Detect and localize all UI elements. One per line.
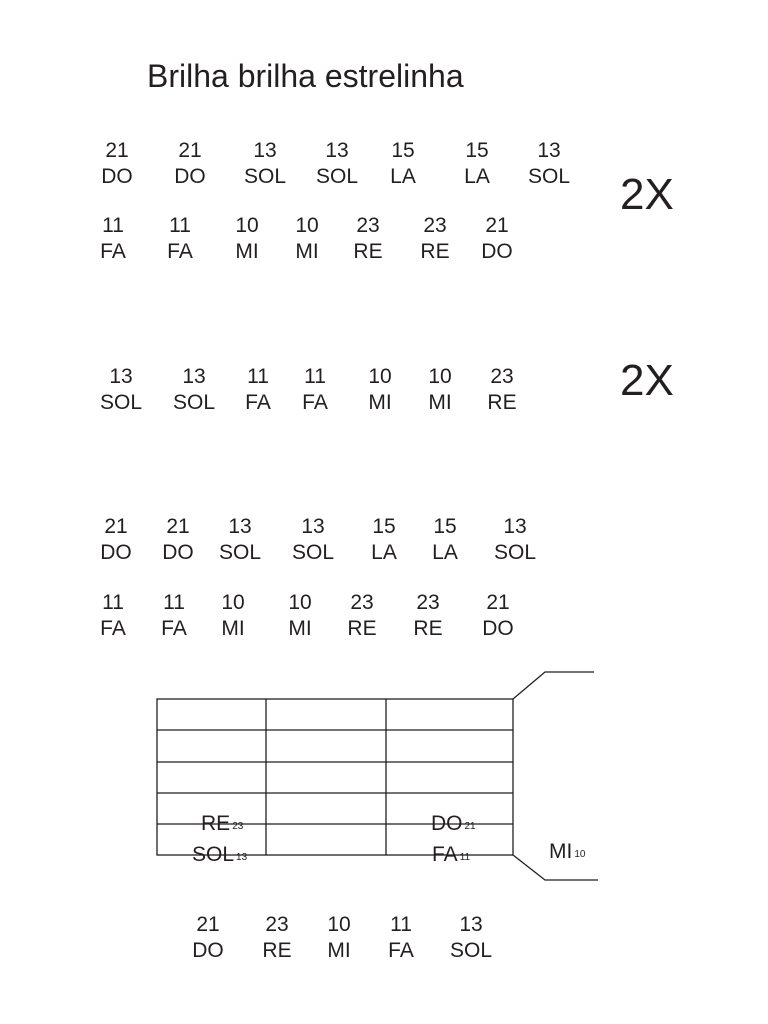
fret-label-do: DO 21 — [431, 812, 476, 835]
fret-label-sol: SOL 13 — [192, 843, 248, 866]
note-name: MI — [288, 617, 312, 640]
note-number: 21 — [486, 591, 510, 614]
note-name: DO — [482, 617, 514, 640]
note-number: 10 — [235, 214, 259, 237]
note-number: 23 — [356, 214, 380, 237]
note-name: LA — [432, 541, 458, 564]
note-number: 11 — [304, 365, 326, 388]
note-name: RE — [413, 617, 443, 640]
note-number: 13 — [537, 139, 561, 162]
note-name: RE — [487, 391, 517, 414]
note-name: LA — [390, 165, 416, 188]
note-number: 13 — [325, 139, 349, 162]
note-number: 15 — [391, 139, 415, 162]
note-number: 15 — [433, 515, 457, 538]
note-name: DO — [192, 939, 224, 962]
note-name: SOL — [315, 165, 359, 188]
fret-label-mi: MI 10 — [549, 840, 586, 863]
note-name: FA — [388, 939, 414, 962]
note-name: SOL — [172, 391, 216, 414]
note-number: 13 — [109, 365, 133, 388]
note-name: FA — [100, 240, 126, 263]
note-number: 10 — [368, 365, 392, 388]
note-number: 21 — [196, 913, 220, 936]
note-name: DO — [481, 240, 513, 263]
note-name: FA — [245, 391, 271, 414]
note-name: MI — [235, 240, 259, 263]
note-name: LA — [371, 541, 397, 564]
repeat-marker-1: 2X — [620, 170, 674, 219]
note-number: 21 — [485, 214, 509, 237]
note-number: 21 — [166, 515, 190, 538]
note-number: 23 — [490, 365, 514, 388]
note-name: FA — [161, 617, 187, 640]
note-name: DO — [100, 541, 132, 564]
note-name: FA — [100, 617, 126, 640]
note-name: MI — [428, 391, 452, 414]
note-name: MI — [327, 939, 351, 962]
note-number: 23 — [265, 913, 289, 936]
note-number: 10 — [428, 365, 452, 388]
note-number: 21 — [105, 139, 129, 162]
note-name: DO — [162, 541, 194, 564]
note-number: 13 — [182, 365, 206, 388]
note-name: FA — [167, 240, 193, 263]
note-name: DO — [174, 165, 206, 188]
note-number: 11 — [390, 913, 412, 936]
note-number: 11 — [102, 591, 124, 614]
note-name: RE — [347, 617, 377, 640]
note-name: LA — [464, 165, 490, 188]
note-name: SOL — [291, 541, 335, 564]
fret-label-fa: FA 11 — [432, 843, 471, 866]
note-number: 21 — [104, 515, 128, 538]
note-number: 23 — [416, 591, 440, 614]
note-number: 10 — [221, 591, 245, 614]
note-number: 13 — [301, 515, 325, 538]
note-number: 23 — [423, 214, 447, 237]
note-name: SOL — [449, 939, 493, 962]
note-name: SOL — [99, 391, 143, 414]
note-number: 13 — [459, 913, 483, 936]
note-number: 10 — [327, 913, 351, 936]
note-number: 11 — [102, 214, 124, 237]
note-number: 10 — [288, 591, 312, 614]
note-number: 11 — [169, 214, 191, 237]
note-number: 13 — [253, 139, 277, 162]
note-number: 11 — [247, 365, 269, 388]
note-name: MI — [368, 391, 392, 414]
diagram-head-top — [513, 672, 594, 699]
note-name: RE — [262, 939, 292, 962]
note-number: 10 — [295, 214, 319, 237]
note-name: FA — [302, 391, 328, 414]
note-number: 15 — [372, 515, 396, 538]
note-name: RE — [420, 240, 450, 263]
note-name: SOL — [243, 165, 287, 188]
note-name: SOL — [493, 541, 537, 564]
note-name: DO — [101, 165, 133, 188]
note-name: MI — [221, 617, 245, 640]
note-number: 13 — [228, 515, 252, 538]
note-name: RE — [353, 240, 383, 263]
note-name: SOL — [218, 541, 262, 564]
repeat-marker-2: 2X — [620, 356, 674, 405]
note-name: SOL — [527, 165, 571, 188]
note-number: 21 — [178, 139, 202, 162]
fret-label-re: RE 23 — [201, 812, 244, 835]
page-title: Brilha brilha estrelinha — [147, 58, 464, 94]
note-number: 15 — [465, 139, 489, 162]
note-number: 11 — [163, 591, 185, 614]
note-number: 23 — [350, 591, 374, 614]
note-name: MI — [295, 240, 319, 263]
note-number: 13 — [503, 515, 527, 538]
